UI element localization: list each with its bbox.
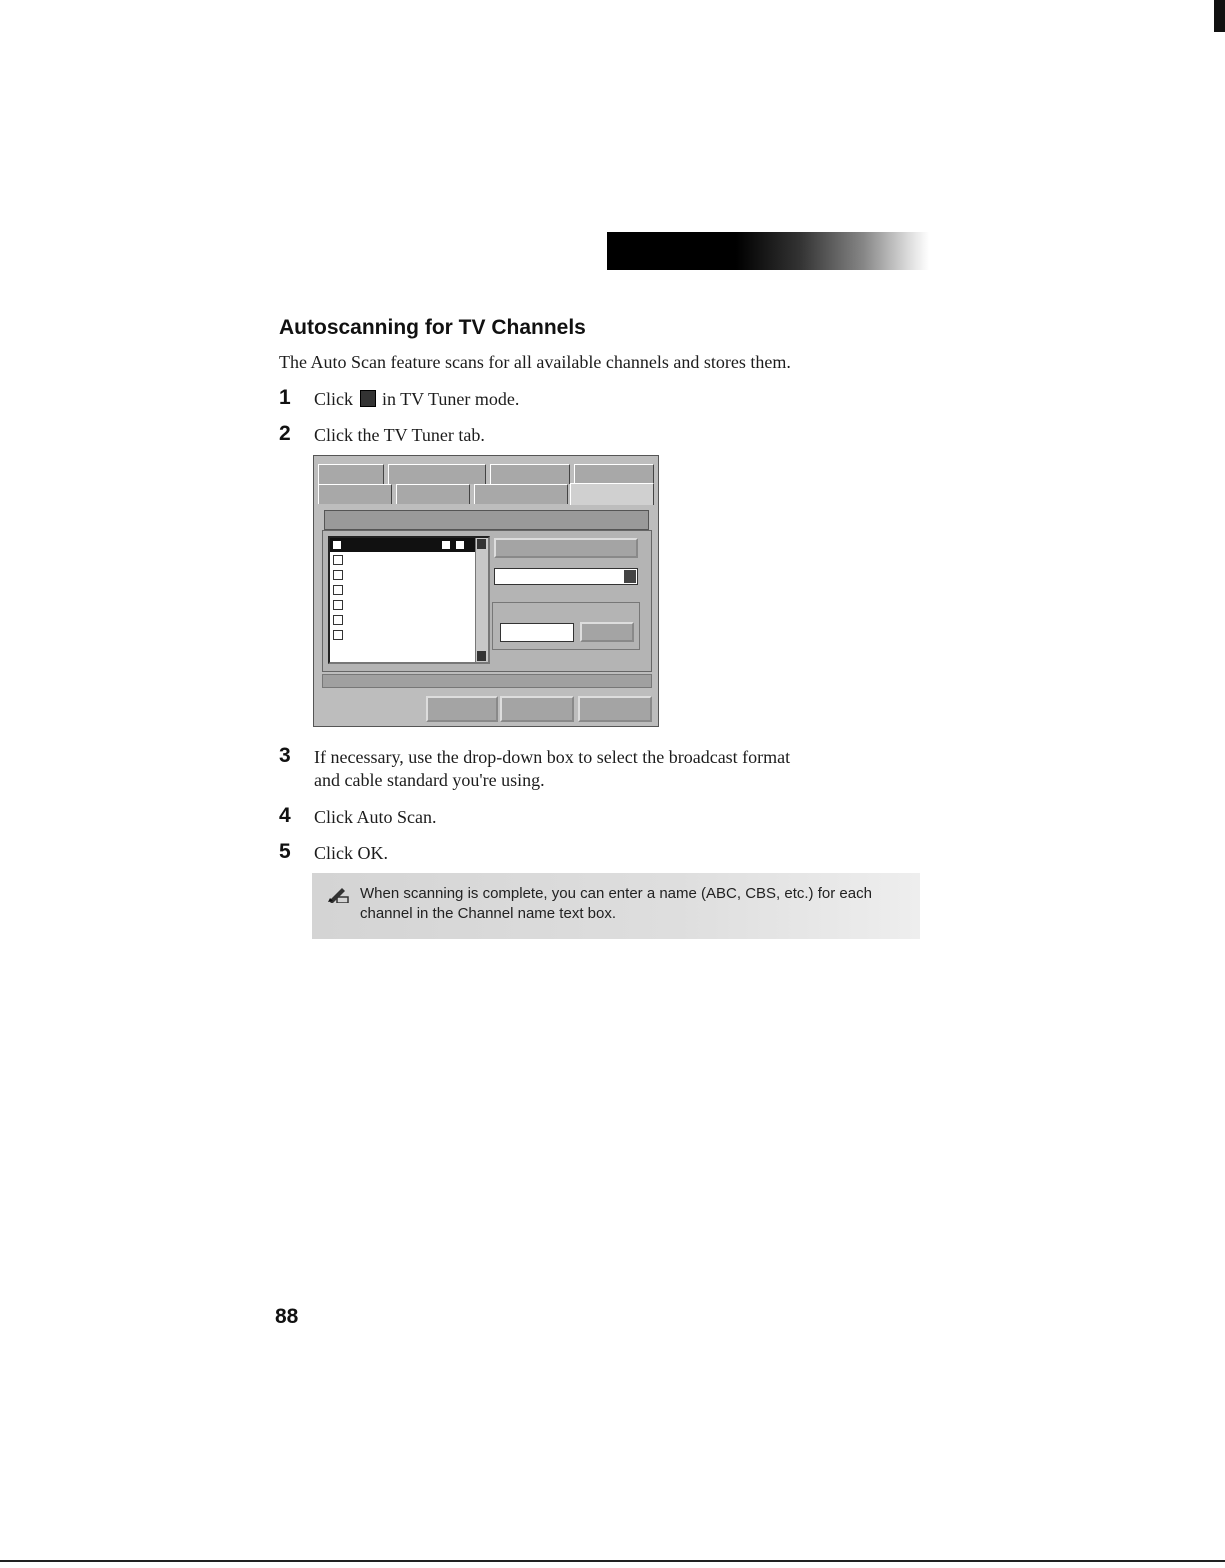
auto-scan-button xyxy=(494,538,638,558)
dialog-tab xyxy=(474,484,568,504)
channel-list xyxy=(328,536,490,664)
bottom-rule xyxy=(0,1560,1225,1562)
channel-row xyxy=(330,597,488,612)
chapter-header-bar xyxy=(607,232,929,270)
dialog-tab xyxy=(490,464,570,484)
note-box xyxy=(312,873,920,939)
step-text-line1: If necessary, use the drop-down box to select the broadcast format xyxy=(314,747,791,767)
help-button xyxy=(578,696,652,722)
broadcast-format-dropdown xyxy=(494,568,638,585)
step-text-before: Click xyxy=(314,389,353,409)
step-text xyxy=(314,388,519,411)
step-number: 3 xyxy=(279,744,291,767)
channel-row xyxy=(330,612,488,627)
section-title: Autoscanning for TV Channels xyxy=(279,316,586,339)
step-text-after: in TV Tuner mode. xyxy=(382,389,520,409)
tv-tuner-tab xyxy=(570,483,654,505)
step-text: Click the TV Tuner tab. xyxy=(314,425,485,445)
step-number: 2 xyxy=(279,422,291,445)
corner-mark xyxy=(1214,0,1225,32)
channel-name-input xyxy=(500,623,574,642)
cancel-button xyxy=(500,696,574,722)
note-text: When scanning is complete, you can enter a name (ABC, CBS, etc.) for each channel in the Channel name text box. xyxy=(360,885,872,922)
intro-paragraph: The Auto Scan feature scans for all available channels and stores them. xyxy=(279,352,791,372)
channel-list-scrollbar xyxy=(475,538,488,662)
page-number: 88 xyxy=(275,1305,299,1328)
step-text-line2: and cable standard you're using. xyxy=(314,770,545,790)
channel-row xyxy=(330,582,488,597)
dialog-tab xyxy=(388,464,486,484)
step-text: Click OK. xyxy=(314,843,388,863)
step-text xyxy=(314,746,790,792)
dialog-tab xyxy=(318,484,392,504)
step-number: 1 xyxy=(279,386,291,409)
settings-button-icon xyxy=(360,390,376,407)
step-number: 4 xyxy=(279,804,291,827)
set-button xyxy=(580,622,634,642)
dialog-status-strip xyxy=(322,674,652,688)
pencil-note-icon xyxy=(326,885,350,903)
channel-row xyxy=(330,567,488,582)
step-number: 5 xyxy=(279,840,291,863)
channel-row xyxy=(330,552,488,567)
dialog-tab xyxy=(396,484,470,504)
tv-tuner-dialog-screenshot xyxy=(313,455,659,727)
channel-list-header xyxy=(330,538,488,552)
channel-row xyxy=(330,627,488,642)
step-text: Click Auto Scan. xyxy=(314,807,437,827)
dialog-tab xyxy=(318,464,384,484)
dialog-tab xyxy=(574,464,654,484)
dialog-title-strip xyxy=(324,510,649,530)
ok-button xyxy=(426,696,498,722)
